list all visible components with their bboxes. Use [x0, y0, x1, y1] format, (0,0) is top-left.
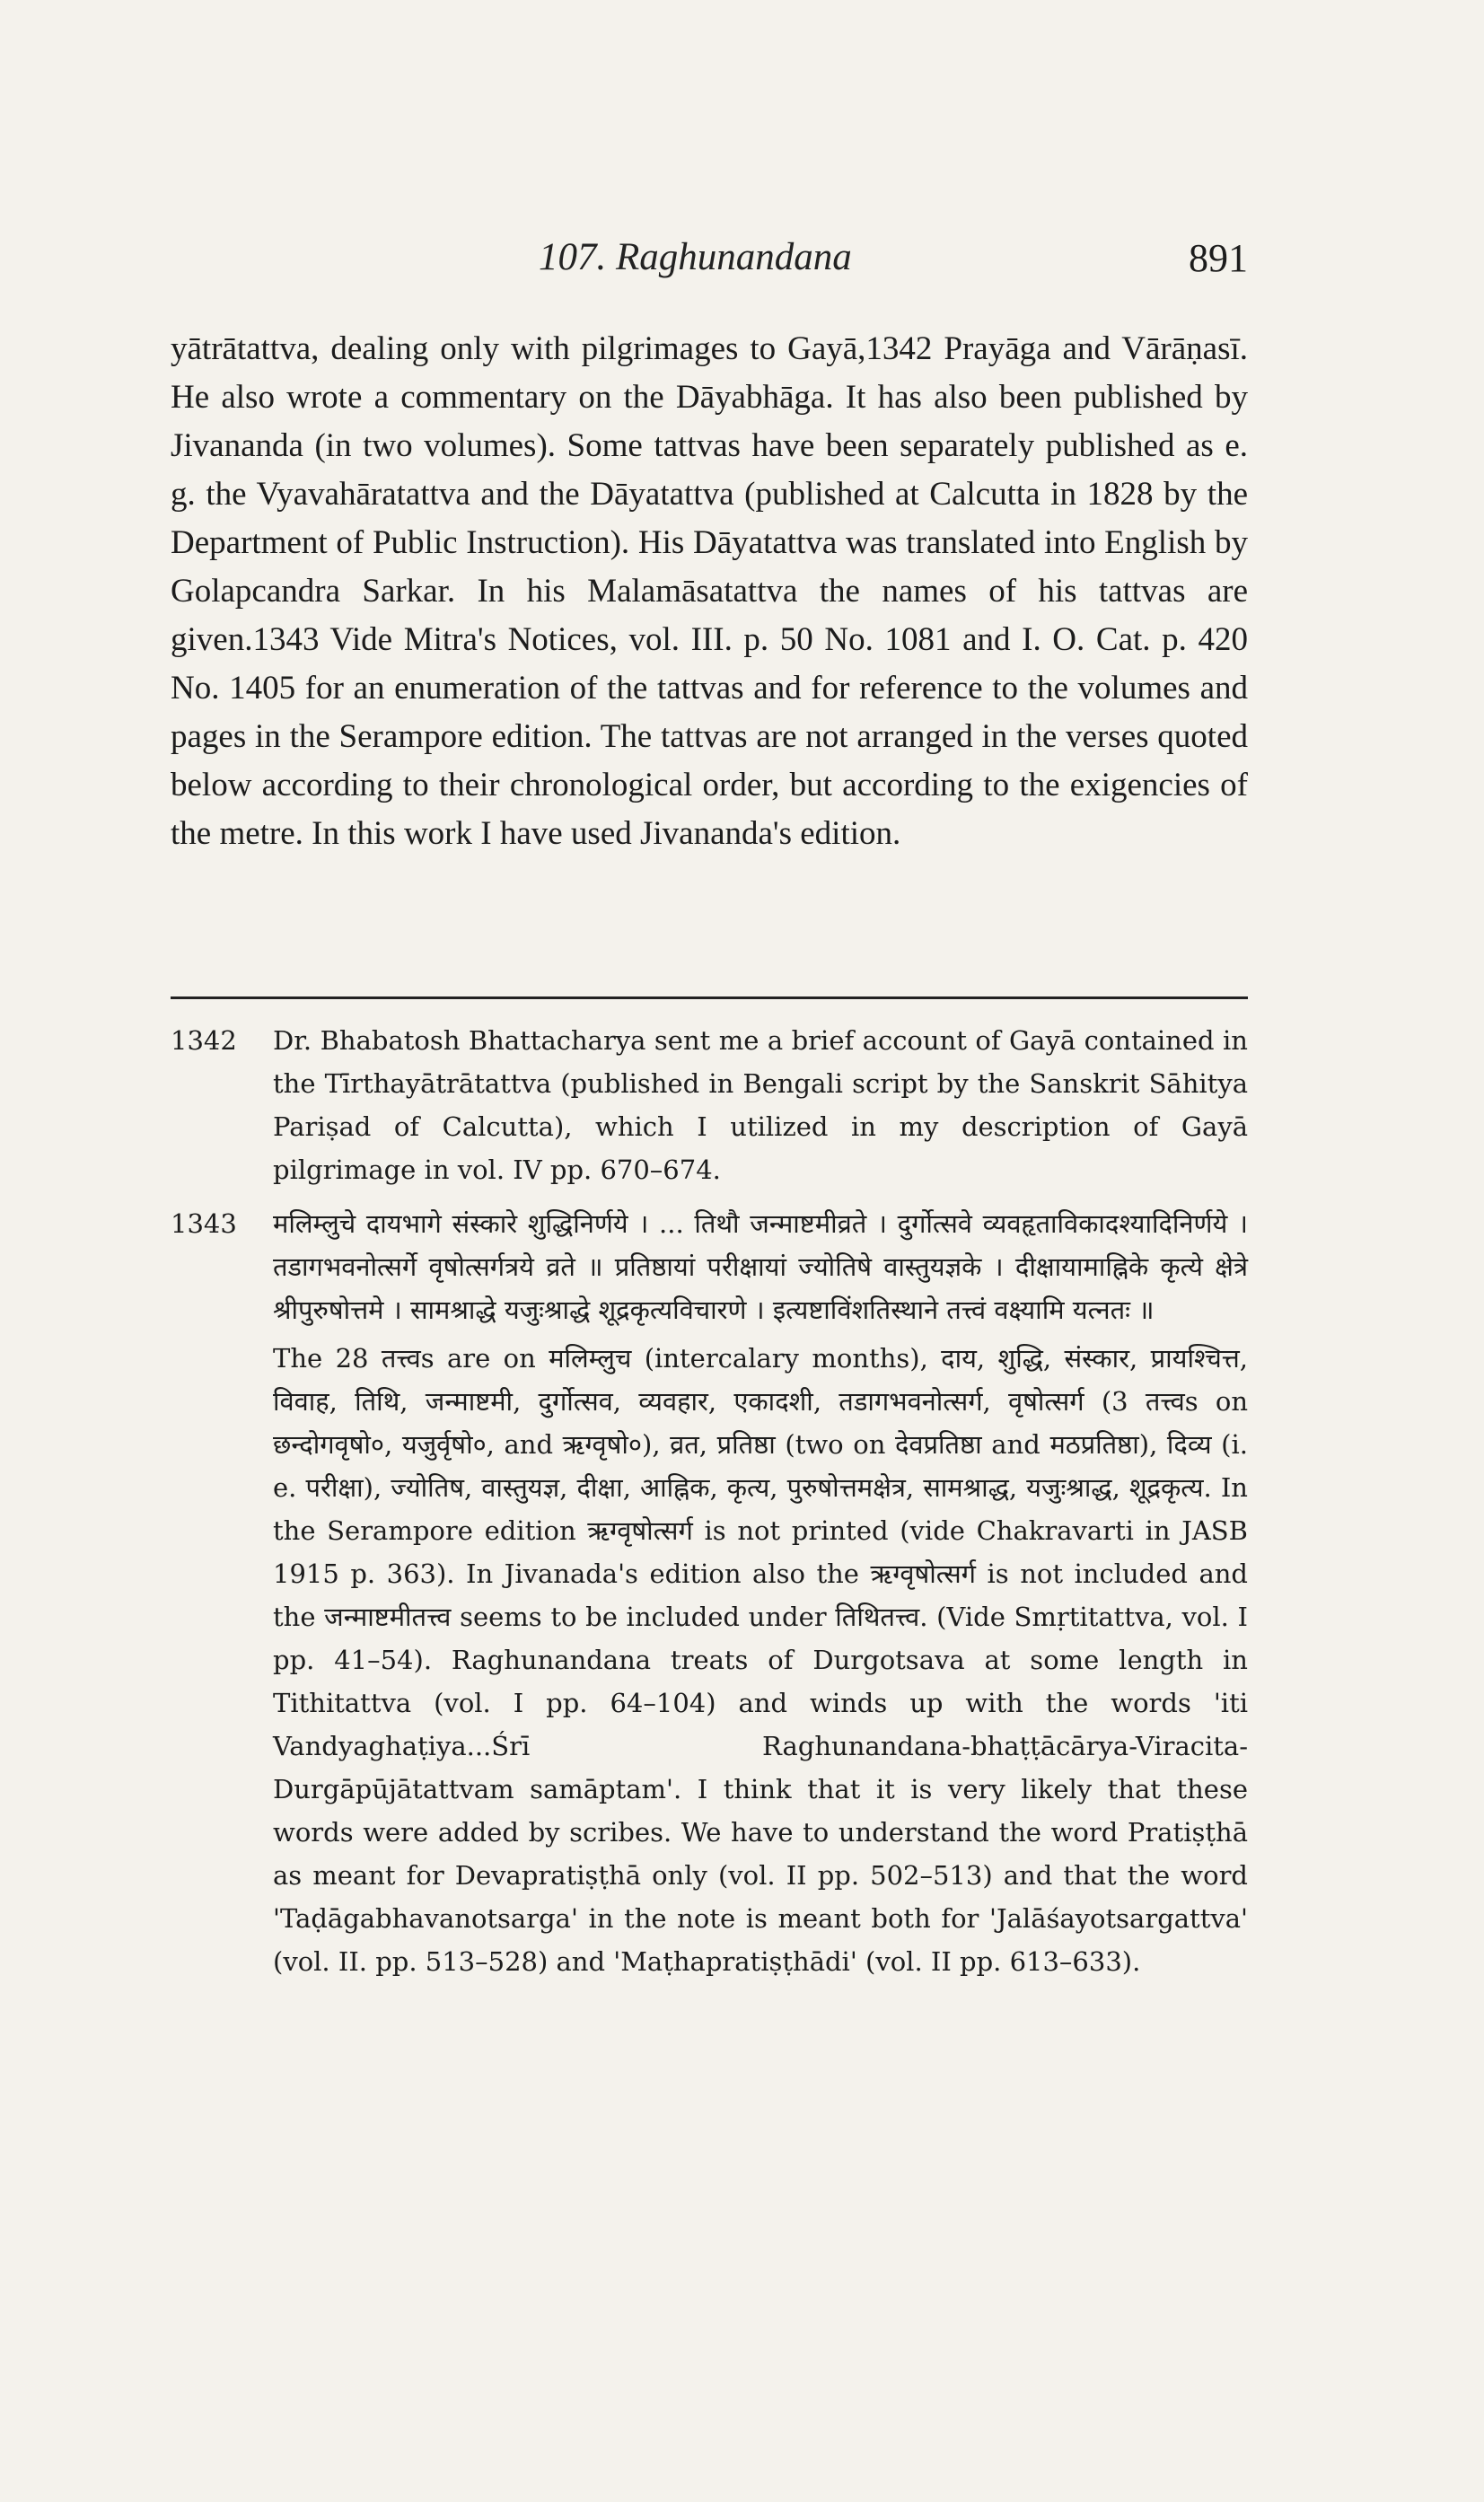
- footnote-1342: [171, 1019, 1248, 1191]
- page-header: [171, 235, 1248, 280]
- footnote-number: 1343: [171, 1208, 237, 1239]
- footnote-text: Dr. Bhabatosh Bhattacharya sent me a brief account of Gayā contained in the Tīrthayātrātattva (published in Bengali script by the Sanskrit Sāhitya Pariṣad of Calcutta), which I utilized in my description of Gayā pilgrimage in vol. IV pp. 670–674.: [273, 1025, 1248, 1185]
- page-number: 891: [1189, 236, 1248, 280]
- footnote-sanskrit-verse: मलिम्लुचे दायभागे संस्कारे शुद्धिनिर्णये । ... तिथौ जन्माष्टमीव्रते । दुर्गोत्सवे व्यवहृताविकादश्यादिनिर्णये । तडागभवनोत्सर्गे वृषोत्सर्गत्रये व्रते ॥ प्रतिष्ठायां परीक्षायां ज्योतिषे वास्तुयज्ञके । दीक्षायामाह्निके कृत्ये क्षेत्रे श्रीपुरुषोत्तमे । सामश्राद्धे यजुःश्राद्धे शूद्रकृत्यविचारणे । इत्यष्टाविंशतिस्थाने तत्त्वं वक्ष्यामि यत्नतः ॥: [273, 1208, 1248, 1325]
- main-paragraph: yātrātattva, dealing only with pilgrimages to Gayā,1342 Prayāga and Vārāṇasī. He also wrote a commentary on the Dāyabhāga. It has also been published by Jivananda (in two volumes). Some tattvas have been separately published as e. g. the Vyavahāratattva and the Dāyatattva (published at Calcutta in 1828 by the Department of Public Instruction). His Dāyatattva was translated into English by Golapcandra Sarkar. In his Malamāsatattva the names of his tattvas are given.1343 Vide Mitra's Notices, vol. III. p. 50 No. 1081 and I. O. Cat. p. 420 No. 1405 for an enumeration of the tattvas and for reference to the volumes and pages in the Serampore edition. The tattvas are not arranged in the verses quoted below according to their chronological order, but according to the exigencies of the metre. In this work I have used Jivananda's edition.: [171, 330, 1248, 852]
- footnote-separator: [171, 996, 1248, 999]
- footnote-body: The 28 तत्त्वs are on मलिम्लुच (intercalary months), दाय, शुद्धि, संस्कार, प्रायश्चित्त, विवाह, तिथि, जन्माष्टमी, दुर्गोत्सव, व्यवहार, एकादशी, तडागभवनोत्सर्ग, वृषोत्सर्ग (3 तत्त्वs on छन्दोगवृषो०, यजुर्वृषो०, and ऋग्वृषो०), व्रत, प्रतिष्ठा (two on देवप्रतिष्ठा and मठप्रतिष्ठा), दिव्य (i. e. परीक्षा), ज्योतिष, वास्तुयज्ञ, दीक्षा, आह्निक, कृत्य, पुरुषोत्तमक्षेत्र, सामश्राद्ध, यजुःश्राद्ध, शूद्रकृत्य. In the Serampore edition ऋग्वृषोत्सर्ग is not printed (vide Chakravarti in JASB 1915 p. 363). In Jivanada's edition also the ऋग्वृषोत्सर्ग is not included and the जन्माष्टमीतत्त्व seems to be included under तिथितत्त्व. (Vide Smṛtitattva, vol. I pp. 41–54). Raghunandana treats of Durgotsava at some length in Tithitattva (vol. I pp. 64–104) and winds up with the words 'iti Vandyaghaṭiya...Śrī Raghunandana-bhaṭṭācārya-Viracita-Durgāpūjātattvam samāptam'. I think that it is very likely that these words were added by scribes. We have to understand the word Pratiṣṭhā as meant for Devapratiṣṭhā only (vol. II pp. 502–513) and that the word 'Taḍāgabhavanotsarga' in the note is meant both for 'Jalāśayotsargattva' (vol. II. pp. 513–528) and 'Maṭhapratiṣṭhādi' (vol. II pp. 613–633).: [273, 1343, 1248, 1977]
- running-title: 107. Raghunandana: [539, 236, 852, 278]
- main-text: [171, 325, 1248, 858]
- footnote-1343: [171, 1202, 1248, 1983]
- footnotes: [171, 1019, 1248, 1994]
- footnote-number: 1342: [171, 1025, 237, 1056]
